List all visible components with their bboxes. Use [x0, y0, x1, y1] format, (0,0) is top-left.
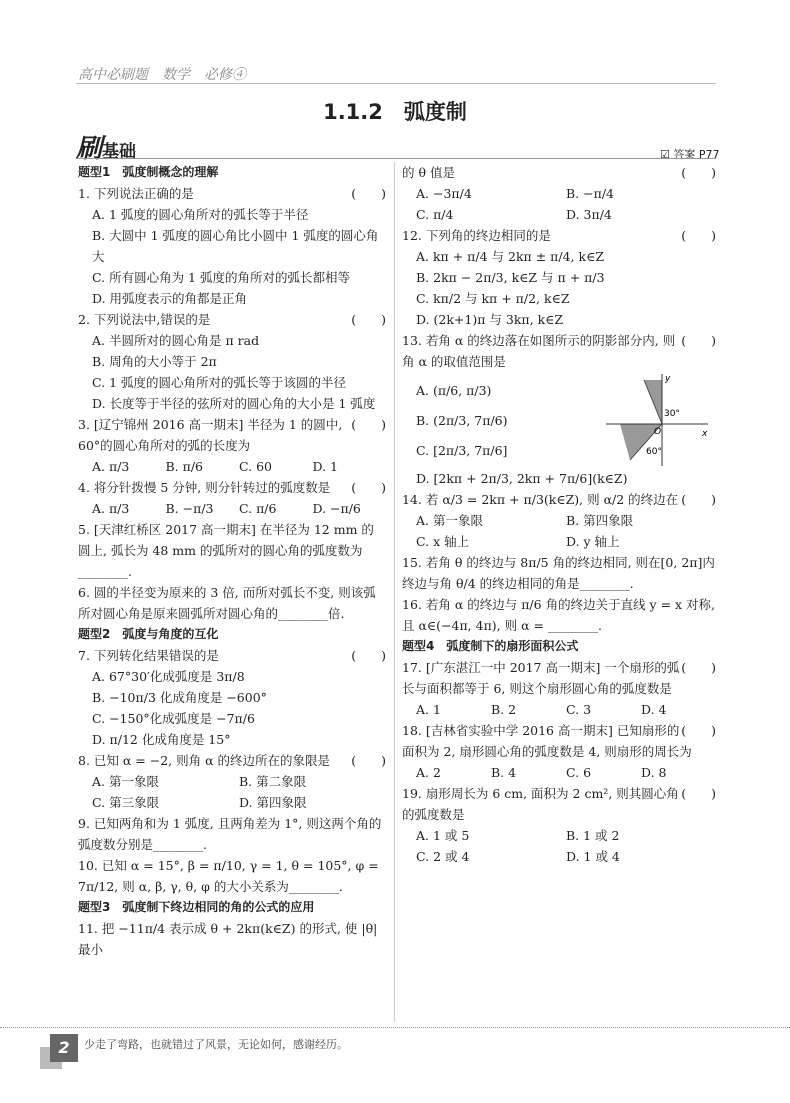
question	[78, 645, 386, 666]
option: A. 1 或 5	[416, 828, 470, 843]
option: C. 2 或 4	[416, 849, 470, 864]
question-text: 7. 下列转化结果错误的是	[78, 648, 219, 663]
option: D. 长度等于半径的弦所对的圆心角的大小是 1 弧度	[92, 396, 376, 411]
page-number: 2	[50, 1034, 78, 1062]
option: D. 3π/4	[566, 207, 612, 222]
question-text: 1. 下列说法正确的是	[78, 186, 194, 201]
option: A. 1	[416, 702, 441, 717]
answer-ref-text: 答案 P77	[673, 148, 720, 161]
question-text: 17. [广东湛江一中 2017 高一期末] 一个扇形的弧长与面积都等于 6, 则这个扇形圆心角的弧度数是	[402, 660, 680, 696]
answer-paren: ( )	[351, 648, 386, 663]
section-heading: 题型3 弧度制下终边相同的角的公式的应用	[78, 900, 315, 914]
option: A. π/3	[92, 501, 130, 516]
option: B. π/6	[165, 459, 204, 474]
book-header: 高中必刷题 数学 必修④	[78, 67, 246, 83]
option-row	[402, 531, 716, 552]
option: D. 8	[641, 765, 667, 780]
option: B. 4	[491, 765, 517, 780]
question	[402, 225, 716, 246]
section-heading: 题型4 弧度制下的扇形面积公式	[402, 639, 579, 653]
question	[78, 813, 386, 855]
option-row	[402, 846, 716, 867]
option: C. 60	[239, 459, 272, 474]
option: A. 1 弧度的圆心角所对的弧长等于半径	[92, 207, 309, 222]
question-text: 6. 圆的半径变为原来的 3 倍, 而所对弧长不变, 则该弧所对圆心角是原来圆弧所对圆心角的________倍.	[78, 585, 376, 621]
option: A. kπ + π/4 与 2kπ ± π/4, k∈Z	[416, 249, 605, 264]
option: D. 第四象限	[239, 795, 307, 810]
badge-rule	[76, 158, 716, 159]
question	[78, 519, 386, 582]
question	[78, 855, 386, 897]
option: A. 67°30′化成弧度是 3π/8	[92, 669, 245, 684]
question-text: 3. [辽宁锦州 2016 高一期末] 半径为 1 的圆中, 60°的圆心角所对的弧的长度为	[78, 417, 343, 453]
question-text: 13. 若角 α 的终边落在如图所示的阴影部分内, 则角 α 的取值范围是	[402, 333, 676, 369]
option: B. 大圆中 1 弧度的圆心角比小圆中 1 弧度的圆心角大	[92, 228, 379, 264]
option: D. 1	[312, 459, 338, 474]
page-title: 1.1.2 弧度制	[323, 100, 467, 124]
question	[402, 330, 716, 372]
angle-figure	[602, 372, 712, 468]
answer-paren: ( )	[351, 480, 386, 495]
option: C. kπ/2 与 kπ + π/2, k∈Z	[416, 291, 570, 306]
option-row	[402, 699, 716, 720]
option: A. 2	[416, 765, 441, 780]
question	[78, 183, 386, 204]
question-text: 19. 扇形周长为 6 cm, 面积为 2 cm², 则其圆心角的弧度数是	[402, 786, 679, 822]
option: A. π/3	[92, 459, 130, 474]
option-row	[78, 456, 386, 477]
option: D. −π/6	[312, 501, 361, 516]
question-text: 14. 若 α/3 = 2kπ + π/3(k∈Z), 则 α/2 的终边在	[402, 492, 679, 507]
header-rule	[76, 83, 716, 84]
angle-label-60: 60°	[646, 447, 662, 457]
option: A. 半圆所对的圆心角是 π rad	[92, 333, 260, 348]
option: C. −150°化成弧度是 −7π/6	[92, 711, 255, 726]
option: A. −3π/4	[416, 186, 472, 201]
option: D. y 轴上	[566, 534, 620, 549]
question	[402, 783, 716, 825]
option-row	[78, 498, 386, 519]
option: C. π/6	[239, 501, 277, 516]
footer-motto: 少走了弯路，也就错过了风景，无论如何，感谢经历。	[84, 1038, 348, 1051]
answer-paren: ( )	[351, 186, 386, 201]
question-text: 8. 已知 α = −2, 则角 α 的终边所在的象限是	[78, 753, 330, 768]
answer-paren: ( )	[681, 333, 716, 348]
option: C. 第三象限	[92, 795, 160, 810]
option: B. 2	[491, 702, 517, 717]
option-row	[78, 771, 386, 792]
answer-paren: ( )	[351, 753, 386, 768]
option: D. [2kπ + 2π/3, 2kπ + 7π/6](k∈Z)	[416, 471, 628, 486]
question	[78, 414, 386, 456]
section-heading: 题型2 弧度与角度的互化	[78, 627, 219, 641]
q13-options	[402, 376, 508, 466]
question-text: 5. [天津红桥区 2017 高一期末] 在半径为 12 mm 的圆上, 弧长为 48 mm 的弧所对的圆心角的弧度数为________.	[78, 522, 374, 579]
option: D. π/12 化成角度是 15°	[92, 732, 231, 747]
option-row	[78, 792, 386, 813]
answer-paren: ( )	[681, 723, 716, 738]
option: D. 1 或 4	[566, 849, 620, 864]
question	[78, 309, 386, 330]
answer-paren: ( )	[681, 228, 716, 243]
answer-paren: ( )	[351, 312, 386, 327]
option: B. (2π/3, 7π/6)	[416, 413, 508, 428]
answer-paren: ( )	[681, 492, 716, 507]
option: C. x 轴上	[416, 534, 470, 549]
question-text: 4. 将分针拨慢 5 分钟, 则分针转过的弧度数是	[78, 480, 331, 495]
answer-paren: ( )	[681, 786, 716, 801]
question	[78, 750, 386, 771]
angle-label-30: 30°	[664, 409, 680, 419]
question-text: 9. 已知两角和为 1 弧度, 且两角差为 1°, 则这两个角的弧度数分别是________.	[78, 816, 382, 852]
q13-block	[402, 372, 716, 468]
option-row	[402, 762, 716, 783]
question	[78, 582, 386, 624]
question	[402, 720, 716, 762]
option: C. 3	[566, 702, 592, 717]
option: C. [2π/3, 7π/6]	[416, 443, 508, 458]
option: B. 2kπ − 2π/3, k∈Z 与 π + π/3	[416, 270, 605, 285]
question-text: 15. 若角 θ 的终边与 8π/5 角的终边相同, 则在[0, 2π]内终边与角 θ/4 的终边相同的角是________.	[402, 555, 715, 591]
origin-label: O	[654, 427, 662, 437]
option: B. −π/3	[165, 501, 214, 516]
question	[402, 489, 716, 510]
footer-rule	[0, 1027, 790, 1028]
option: D. 4	[641, 702, 667, 717]
question	[78, 477, 386, 498]
question-text: 16. 若角 α 的终边与 π/6 角的终边关于直线 y = x 对称, 且 α∈(−4π, 4π), 则 α = ________.	[402, 597, 716, 633]
answer-paren: ( )	[351, 417, 386, 432]
option: B. 第二象限	[239, 774, 307, 789]
option-row	[402, 825, 716, 846]
question-text: 2. 下列说法中,错误的是	[78, 312, 211, 327]
badge-big: 刷	[76, 134, 103, 164]
option: A. 第一象限	[92, 774, 159, 789]
option: B. 周角的大小等于 2π	[92, 354, 217, 369]
option: A. (π/6, π/3)	[416, 383, 492, 398]
option: C. 6	[566, 765, 592, 780]
right-column	[402, 162, 716, 867]
question-text: 18. [吉林省实验中学 2016 高一期末] 已知扇形的面积为 2, 扇形圆心角的弧度数是 4, 则扇形的周长为	[402, 723, 692, 759]
option-row	[402, 183, 716, 204]
option: D. (2k+1)π 与 3kπ, k∈Z	[416, 312, 564, 327]
option: B. 1 或 2	[566, 828, 620, 843]
option: C. 1 弧度的圆心角所对的弧长等于该圆的半径	[92, 375, 346, 390]
column-divider	[394, 162, 395, 1022]
question-text: 10. 已知 α = 15°, β = π/10, γ = 1, θ = 105°, φ = 7π/12, 则 α, β, γ, θ, φ 的大小关系为________.	[78, 858, 379, 894]
question	[78, 918, 386, 960]
badge-small: 基础	[102, 142, 137, 162]
y-axis-label: y	[665, 374, 671, 384]
section-heading: 题型1 弧度制概念的理解	[78, 165, 219, 179]
question	[402, 594, 716, 636]
question	[402, 162, 716, 183]
option: B. −π/4	[566, 186, 614, 201]
question-text: 11. 把 −11π/4 表示成 θ + 2kπ(k∈Z) 的形式, 使 |θ| 最小	[78, 921, 378, 957]
option-row	[402, 510, 716, 531]
option: B. 第四象限	[566, 513, 634, 528]
section-badge	[76, 128, 136, 165]
option: C. π/4	[416, 207, 454, 222]
question	[402, 657, 716, 699]
question-text: 的 θ 值是	[402, 165, 455, 180]
option: B. −10π/3 化成角度是 −600°	[92, 690, 267, 705]
option-row	[402, 204, 716, 225]
x-axis-label: x	[702, 429, 708, 439]
answer-paren: ( )	[681, 165, 716, 180]
question-text: 12. 下列角的终边相同的是	[402, 228, 551, 243]
answer-reference: ☑ 答案 P77	[660, 148, 720, 161]
option: C. 所有圆心角为 1 弧度的角所对的弧长都相等	[92, 270, 350, 285]
option: D. 用弧度表示的角都是正角	[92, 291, 248, 306]
question	[402, 552, 716, 594]
option: A. 第一象限	[416, 513, 483, 528]
left-column	[78, 162, 386, 960]
answer-paren: ( )	[681, 660, 716, 675]
